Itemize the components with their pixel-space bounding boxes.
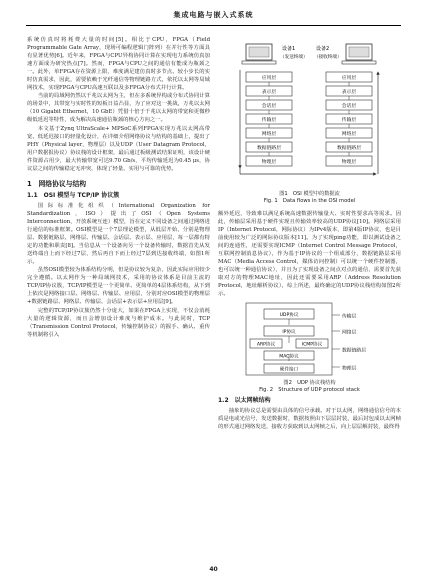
osi-layer-label: 数据链路层 [337, 146, 361, 151]
figure-2 [218, 301, 401, 393]
osi-layer-label: 传输层 [341, 118, 357, 123]
layer-side-label: 网络层 [342, 330, 357, 336]
osi-layer-label: 会话层 [261, 104, 277, 109]
caption-en: Fig. 2 Structure of UDP protocol stack [259, 386, 360, 393]
caption-cn: 图2 UDP 协议栈结构 [283, 379, 336, 386]
paragraph: 系统仿真时将耗费大量的时间[5]。相比于CPU，FPGA（Field Programmable Gate Array，现场可编程逻辑门阵列）在并行性等方面具有显著优势[6]。近年来，FPGA与CPU异构协同计算在实现电力系统仿真加速方面成为研究热点[7]。然而，FPGA与CPU之间的通信有能成为瓶颈之一。此外，单FPGA存在资源上限，难度满足建仿真时多节点、较小步长的实时仿真需求，因此，需要依赖于光纤通信等物理链路方式，依托以太网等局域网技术，实现FPGA与CPU高速互联以及多FPGA分布式并行计算。 [27, 37, 210, 92]
page-header [0, 0, 427, 32]
hardware-interface-box-label: 硬件接口 [279, 366, 299, 372]
paragraph: 抽象的协议总是需要由具体的信号承载。对于以太网，网络通信信号的本质是电或光信号，发送数据时，数据按照由下层层封装，最后封包成以太网帧的形式通过网络发送，接收方获取到以太网帧之后，向上层层解封装，最终得 [218, 407, 401, 430]
osi-layer-label: 表示层 [341, 90, 357, 95]
figure-1 [218, 38, 401, 208]
arp-box-label: ARP协议 [256, 341, 276, 347]
paragraph: 额外延迟，导致难以满足系统高速数据传输量大、实时性要求高等需求。因此，传输层采用基于硬件实现且传输效率较高的UDP协议[10]。网络层采用IP（Internet Protocol，网际协议）为IPv4版本，即第4版IP协议，也是目前使用较为广泛的网际协议版本[11]。为了实现ping功能，即以测试设备之间的连通性，还需要实现ICMP（Internet Control Message Protocol，互联网控制消息协议），作为基于IP协议的一个组成部分，数据链路层采用MAC（Media Access Control，媒体访问控制）可以统一个硬件控制器，也可以统一种通信协议），并且为了实现设备之间点对点的通信，需要首先获取对方的物理MAC地址，因此还需要采用ARP（Address Resolution Protocol，地址解析协议），综上所述，最终确定的UDP协议栈结构如图2所示。 [218, 211, 401, 298]
osi-layer-label: 物理层 [341, 160, 357, 165]
osi-layer-label: 物理层 [261, 160, 277, 165]
osi-layer-label: 表示层 [261, 90, 277, 95]
mac-box-label: MAC协议 [279, 353, 299, 359]
udp-box-label: UDP协议 [279, 312, 299, 318]
section-heading: 1 网络协议与结构 [27, 179, 87, 188]
page-number: 40 [209, 566, 218, 573]
icmp-box-label: ICMP协议 [301, 341, 323, 347]
osi-stack-right [326, 72, 372, 166]
osi-stack-left [246, 72, 292, 166]
subsection-heading: 1.1 OSI 模型与 TCP/IP 协议簇 [27, 191, 120, 199]
layer-side-label: 传输层 [342, 314, 357, 320]
osi-layer-label: 网络层 [341, 132, 357, 137]
device1-label: 设备1 [282, 46, 296, 52]
left-column [27, 36, 210, 339]
osi-layer-label: 会话层 [341, 104, 357, 109]
udp-stack-diagram [218, 301, 401, 377]
osi-layer-label: 传输层 [261, 118, 277, 123]
osi-layer-label: 应用层 [261, 76, 277, 81]
layer-side-label: 物理层 [342, 366, 357, 372]
paragraph: 虽然OSI模型较为体系结构分明，但是协议较为复杂，因此实际应用较少完全遵循。以太网作为一种局域网技术，采用的协议体系是目前主流的TCP/IP协议簇，TCP/IP模型是一个更简单、更简单的4层体系结构，从下到上依次是网络接口层、网络层、传输层、应用层，分别对应OSI模型的物理层+数据链路层、网络层、传输层、会话层+表示层+应用层[9]。 [27, 267, 210, 306]
device2-label: 设备2 [316, 46, 330, 52]
layer-side-label: 数据链路层 [342, 348, 366, 354]
ip-box-label: IP协议 [282, 329, 296, 335]
figure-caption [218, 191, 401, 205]
paragraph: 国际标准化组织（International Organization for Standardization，ISO）提出了OSI（Open Systems Interconnection，开放系统互连）模型，旨在定义不同设备之间通过网络进行通信的标准框架。OSI模型是一个7层理论模型，从低层开始，分别是物理层、数据链路层、网络层、传输层、会话层、表示层、应用层，每一层都有特定的功能和职责[8]。当信息从一个设备向另一个设备传输时，数据首先从发送终端自上而下经过7层，然后再自下而上经过7层到达接收终端，如图1所示。 [27, 202, 210, 266]
device2-sublabel: （接收终端） [314, 55, 342, 60]
computer-icon [342, 44, 376, 64]
caption-en: Fig. 1 Data flows in the OSI model [263, 198, 356, 205]
osi-layer-label: 应用层 [341, 76, 357, 81]
figure-caption [218, 380, 401, 394]
device1-sublabel: （发送终端） [280, 55, 308, 60]
subsection-heading: 1.2 以太网帧结构 [218, 396, 271, 404]
paragraph: 当前的局域网仍然以千兆以太网为主，但在多系统异构或分布式协同计算的场景中，其带宽与实时性的短板日益凸显，为了应对这一挑战，万兆以太网（10 Gigabit Ethernet，10 GbE）凭借十倍于千兆以太网的带宽和更微秒级低延迟等特性，成为解决高速通信瓶颈的核心方向之一。 [27, 93, 210, 124]
paragraph: 本文基于Zynq UltraScale+ MPSoC系列FPGA实现万兆以太网高带宽、低延迟接口的轻量化设计，在详细介绍网络协议与结构的基础上，提出了PHY（Physical layer，物理层）以及UDP（User Datagram Protocol，用户数据报协议）协议栈的设计框架，最后通过板级测试结果证明，该设计硬件资源占用少，最大传输带宽可达9.70 Gb/s，平均传输延迟为0.45 μs，协议层之间的传输稳定无冲突，体现了轻量、实用与可靠的优势。 [27, 125, 210, 172]
journal-title: 集成电路与嵌入式系统 [173, 11, 254, 19]
osi-diagram [218, 38, 401, 188]
osi-layer-label: 网络层 [261, 132, 277, 137]
paragraph: 完整的TCP/IP协议簇仍然十分庞大，如果在FPGA上实现，不仅会消耗大量的逻辑资源，而且会增加设计难度与维护成本。与此同时，TCP（Transmission Control Protocol，传输控制协议）的握手、确认、重传等机制将引入 [27, 307, 210, 338]
computer-icon [242, 44, 276, 64]
caption-cn: 图1 OSI 模型中的数据流 [279, 191, 340, 198]
header-rule [26, 25, 401, 26]
osi-layer-label: 数据链路层 [257, 146, 281, 151]
right-column [218, 36, 401, 431]
